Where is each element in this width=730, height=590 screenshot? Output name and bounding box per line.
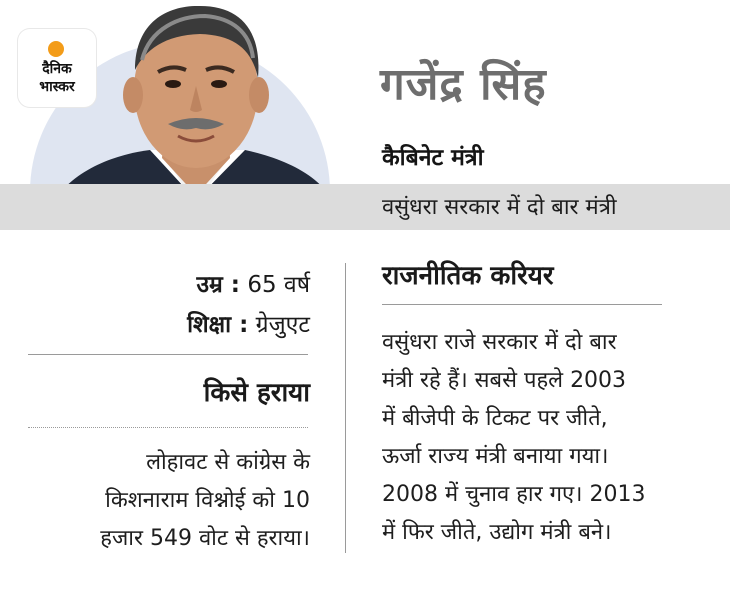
dainik-bhaskar-logo <box>18 29 96 107</box>
dotted-divider <box>28 427 308 428</box>
defeated-line: लोहावट से कांग्रेस के <box>146 450 310 475</box>
career-description <box>382 324 702 552</box>
sun-dot-icon <box>48 41 64 57</box>
column-divider <box>345 263 346 553</box>
career-line: 2008 में चुनाव हार गए। 2013 <box>382 482 646 507</box>
career-line: मंत्री रहे हैं। सबसे पहले 2003 <box>382 368 627 393</box>
person-role: कैबिनेट मंत्री <box>382 145 484 171</box>
career-line: वसुंधरा राजे सरकार में दो बार <box>382 330 617 355</box>
career-divider <box>382 304 662 305</box>
career-title: राजनीतिक करियर <box>382 261 554 291</box>
person-name: गजेंद्र सिंह <box>380 59 547 110</box>
defeated-line: हजार 549 वोट से हराया। <box>100 526 310 551</box>
education-value: ग्रेजुएट <box>255 312 310 338</box>
education-row <box>28 307 310 339</box>
career-line: में बीजेपी के टिकट पर जीते, <box>382 406 608 431</box>
age-label: उम्र : <box>196 272 241 298</box>
defeated-line: किशनाराम विश्नोई को 10 <box>105 488 310 513</box>
defeated-title: किसे हराया <box>203 378 310 408</box>
education-label: शिक्षा : <box>187 312 249 338</box>
summary-banner <box>0 184 730 230</box>
career-line: ऊर्जा राज्य मंत्री बनाया गया। <box>382 444 609 469</box>
divider <box>28 354 308 355</box>
logo-text-line1: दैनिक <box>42 61 72 77</box>
summary-banner-text: वसुंधरा सरकार में दो बार मंत्री <box>382 195 617 220</box>
logo-text-line2: भास्कर <box>39 79 75 95</box>
career-line: में फिर जीते, उद्योग मंत्री बने। <box>382 520 612 545</box>
defeated-description <box>28 444 310 558</box>
age-value: 65 वर्ष <box>247 272 310 298</box>
age-row <box>28 267 310 299</box>
